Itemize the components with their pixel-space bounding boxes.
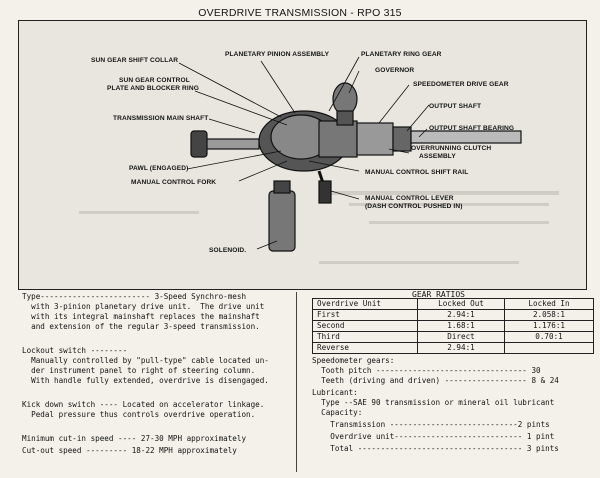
gear-ratios-table <box>312 298 594 354</box>
spec-tooth-pitch: Tooth pitch --------------------------------- 30 <box>312 366 541 375</box>
row-locked-in: 1.176:1 <box>505 321 594 332</box>
row-locked-in <box>505 343 594 354</box>
spec-lockout-line3: der instrument panel to right of steering column. <box>22 366 256 375</box>
callout-output-shaft: OUTPUT SHAFT <box>429 103 482 110</box>
row-locked-out: 2.94:1 <box>418 310 505 321</box>
table-row <box>313 310 594 321</box>
callout-manual-control-lever: MANUAL CONTROL LEVER <box>365 195 454 202</box>
spec-lubricant-type: Type --SAE 90 transmission or mineral oil lubricant <box>312 398 555 407</box>
spec-lockout-line1: Lockout switch -------- <box>22 346 128 355</box>
column-divider <box>296 292 297 472</box>
row-gear: First <box>313 310 418 321</box>
callout-sun-gear-shift-collar: SUN GEAR SHIFT COLLAR <box>91 57 179 64</box>
spec-kickdown-line2: Pedal pressure thus controls overdrive operation. <box>22 410 256 419</box>
spec-cutout-speed: Cut-out speed --------- 18-22 MPH approximately <box>22 446 237 455</box>
header-overdrive-unit: Overdrive Unit <box>313 299 418 310</box>
callout-blocker-ring: PLATE AND BLOCKER RING <box>107 85 199 92</box>
header-locked-in: Locked In <box>505 299 594 310</box>
callout-pawl: PAWL (ENGAGED) <box>129 165 189 172</box>
spec-lubricant: Lubricant: <box>312 388 358 397</box>
row-locked-out: 2.94:1 <box>418 343 505 354</box>
callout-planetary-pinion-assembly: PLANETARY PINION ASSEMBLY <box>225 51 330 58</box>
callout-overrunning-clutch-assembly: ASSEMBLY <box>419 153 456 160</box>
row-locked-out: Direct <box>418 332 505 343</box>
header-locked-out: Locked Out <box>418 299 505 310</box>
spec-capacity: Capacity: <box>312 408 363 417</box>
gear-ratios-title: GEAR RATIOS <box>412 290 465 299</box>
callout-planetary-ring-gear: PLANETARY RING GEAR <box>361 51 442 58</box>
page-title: OVERDRIVE TRANSMISSION - RPO 315 <box>198 7 402 19</box>
table-row <box>313 321 594 332</box>
callout-dash-control-pushed-in: (DASH CONTROL PUSHED IN) <box>365 203 463 210</box>
spec-type-line2: with 3-pinion planetary drive unit. The drive unit <box>22 302 265 311</box>
callout-overrunning-clutch: OVERRUNNING CLUTCH <box>411 145 492 152</box>
callout-sun-gear-control: SUN GEAR CONTROL <box>119 77 190 84</box>
spec-type-line4: and extension of the regular 3-speed transmission. <box>22 322 260 331</box>
callout-solenoid: SOLENOID. <box>209 247 247 254</box>
spec-type-line3: with its integral mainshaft replaces the mainshaft <box>22 312 260 321</box>
callout-speedometer-drive-gear: SPEEDOMETER DRIVE GEAR <box>413 81 509 88</box>
row-gear: Third <box>313 332 418 343</box>
row-locked-in: 2.058:1 <box>505 310 594 321</box>
callout-manual-control-fork: MANUAL CONTROL FORK <box>131 179 217 186</box>
spec-kickdown-line1: Kick down switch ---- Located on accelerator linkage. <box>22 400 265 409</box>
spec-min-cutin-speed: Minimum cut-in speed ---- 27-30 MPH approximately <box>22 434 247 443</box>
spec-capacity-overdrive: Overdrive unit---------------------------- 1 pint <box>312 432 555 441</box>
callout-transmission-main-shaft: TRANSMISSION MAIN SHAFT <box>113 115 209 122</box>
callout-manual-control-shift-rail: MANUAL CONTROL SHIFT RAIL <box>365 169 469 176</box>
callout-governor: GOVERNOR <box>375 67 415 74</box>
callout-output-shaft-bearing: OUTPUT SHAFT BEARING <box>429 125 515 132</box>
spec-teeth: Teeth (driving and driven) ------------------ 8 & 24 <box>312 376 559 385</box>
spec-lockout-line2: Manually controlled by "pull-type" cable located un- <box>22 356 269 365</box>
table-row <box>313 332 594 343</box>
overdrive-illustration <box>18 20 587 290</box>
row-locked-in: 0.70:1 <box>505 332 594 343</box>
spec-type-line1: Type------------------------ 3-Speed Synchro-mesh <box>22 292 247 301</box>
row-locked-out: 1.68:1 <box>418 321 505 332</box>
table-header-row <box>313 299 594 310</box>
spec-lockout-line4: With handle fully extended, overdrive is disengaged. <box>22 376 269 385</box>
spec-speedometer-gears: Speedometer gears: <box>312 356 395 365</box>
row-gear: Reverse <box>313 343 418 354</box>
row-gear: Second <box>313 321 418 332</box>
spec-capacity-transmission: Transmission ----------------------------2 pints <box>312 420 550 429</box>
table-row <box>313 343 594 354</box>
spec-capacity-total: Total ------------------------------------ 3 pints <box>312 444 559 453</box>
